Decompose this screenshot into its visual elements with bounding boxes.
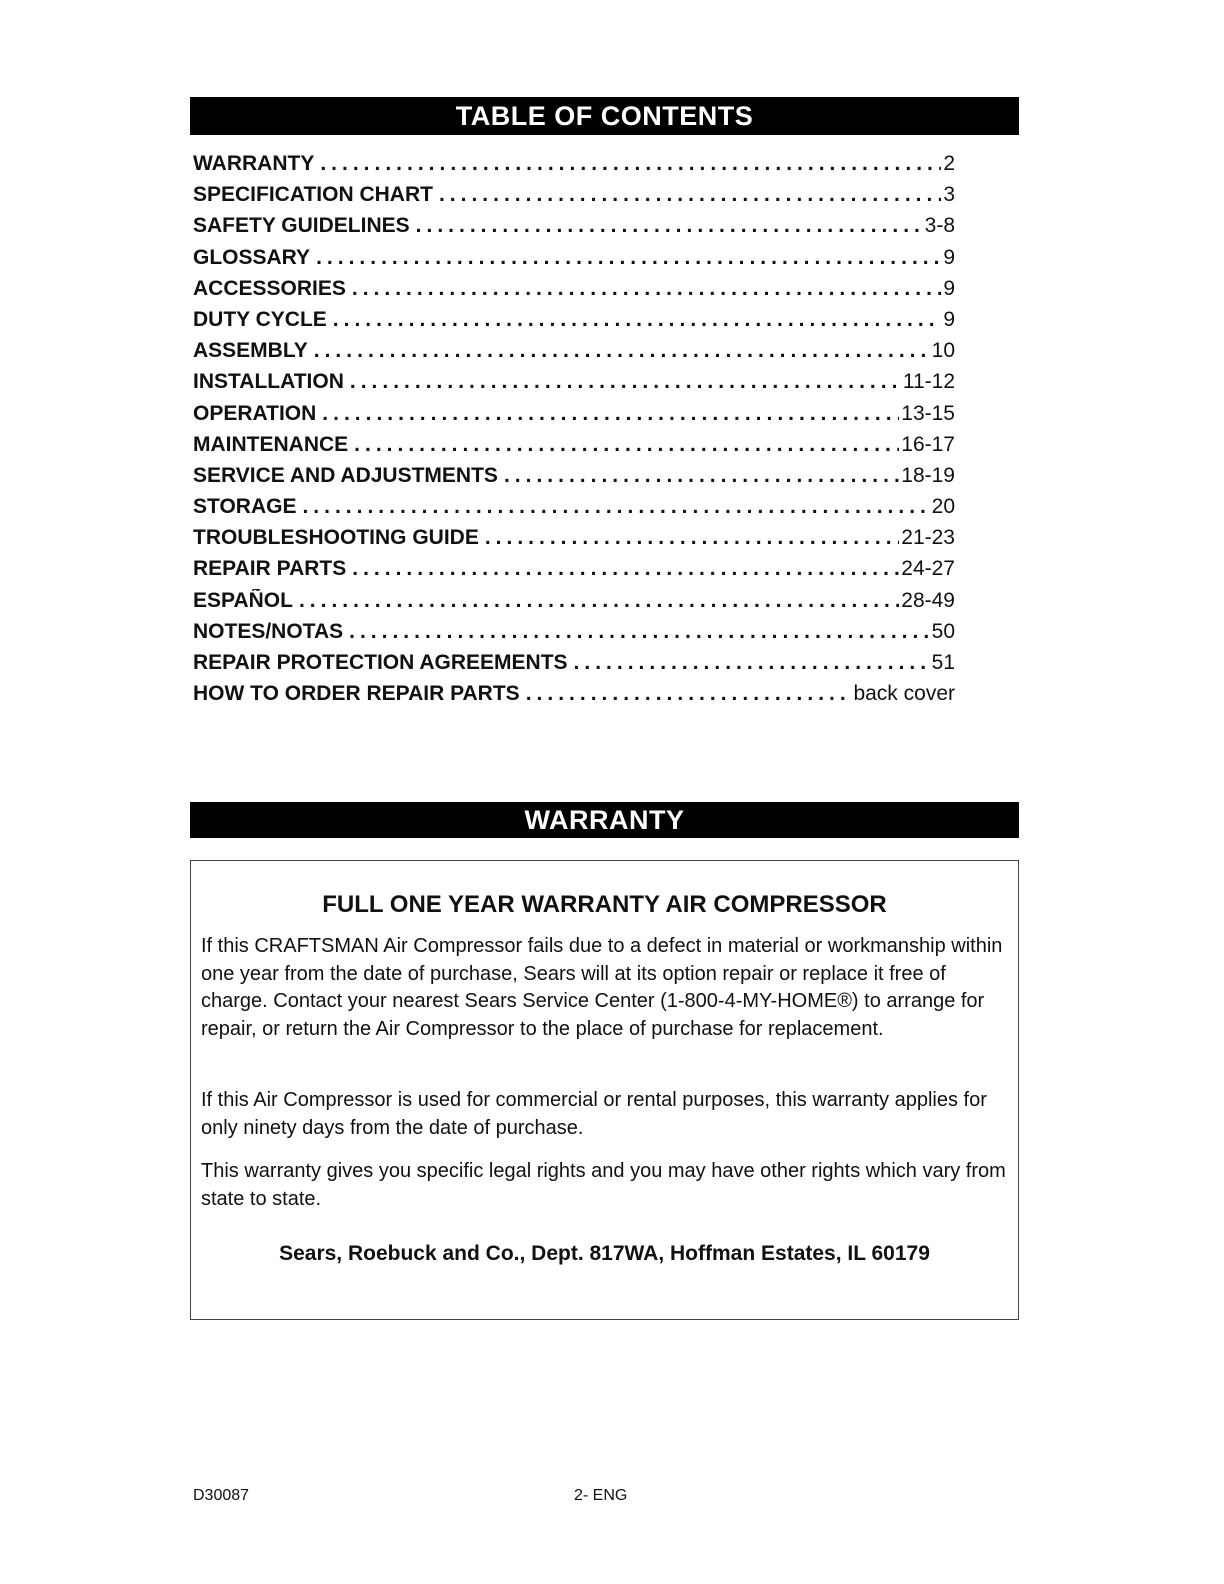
toc-entry-title: WARRANTY xyxy=(193,152,315,175)
toc-entry-page: 9 xyxy=(943,245,955,269)
toc-entry-title: GLOSSARY xyxy=(193,245,311,269)
toc-entry-maintenance[interactable] xyxy=(193,433,955,464)
toc-entry-notes-notas[interactable] xyxy=(193,620,955,651)
toc-entry-title: REPAIR PROTECTION AGREEMENTS xyxy=(193,651,568,674)
toc-entry-repair-parts[interactable] xyxy=(193,557,955,588)
toc-entry-title: ESPAÑOL xyxy=(193,588,293,612)
toc-entry-page: 28-49 xyxy=(901,588,955,612)
toc-entry-espanol[interactable] xyxy=(193,589,955,620)
toc-entry-page: 51 xyxy=(931,651,955,674)
toc-entry-troubleshooting-guide[interactable] xyxy=(193,526,955,557)
toc-heading: TABLE OF CONTENTS xyxy=(190,97,1019,135)
toc-entry-accessories[interactable] xyxy=(193,277,955,308)
toc-entry-title: ACCESSORIES xyxy=(193,276,346,300)
toc-entry-operation[interactable] xyxy=(193,402,955,433)
toc-leader-dots xyxy=(316,246,941,270)
toc-entry-title: SPECIFICATION CHART xyxy=(193,183,433,207)
toc-entry-title: SERVICE AND ADJUSTMENTS xyxy=(193,463,498,487)
toc-entry-glossary[interactable] xyxy=(193,246,955,277)
toc-entry-page: 11-12 xyxy=(902,370,955,394)
toc-entry-how-to-order-repair-parts[interactable] xyxy=(193,682,955,713)
toc-leader-dots xyxy=(574,651,930,675)
toc-leader-dots xyxy=(314,339,930,363)
toc-leader-dots xyxy=(526,682,852,706)
document-code: D30087 xyxy=(193,1487,250,1504)
toc-leader-dots xyxy=(350,370,901,394)
toc-entry-page: 10 xyxy=(931,339,955,363)
toc-entry-warranty[interactable] xyxy=(193,152,955,183)
toc-leader-dots xyxy=(299,589,899,613)
toc-entry-title: ASSEMBLY xyxy=(193,339,308,363)
toc-entry-title: INSTALLATION xyxy=(193,370,344,394)
toc-leader-dots xyxy=(439,183,941,207)
warranty-heading: WARRANTY xyxy=(190,802,1019,838)
toc-entry-page: 13-15 xyxy=(901,401,955,425)
toc-entry-page: 16-17 xyxy=(901,432,955,456)
toc-entry-title: DUTY CYCLE xyxy=(193,307,327,331)
toc-entry-storage[interactable] xyxy=(193,495,955,526)
toc-entry-duty-cycle[interactable] xyxy=(193,308,955,339)
toc-leader-dots xyxy=(302,495,929,519)
toc-entry-title: MAINTENANCE xyxy=(193,432,349,456)
toc-leader-dots xyxy=(416,214,923,238)
toc-leader-dots xyxy=(320,152,941,176)
warranty-box xyxy=(190,860,1019,1320)
warranty-paragraph-2: If this Air Compressor is used for commercial or rental purposes, this warranty applies for only ninety days from the date of purchase. xyxy=(201,1089,987,1139)
warranty-paragraph-1: If this CRAFTSMAN Air Compressor fails due to a defect in material or workmanship within one year from the date of purchase, Sears will at its option repair or replace it free of charge. Contact your nearest Sears Service Center (1-800-4-MY-HOME®) to arrange for repair, or return the Air Compressor to the place of purchase for replacement. xyxy=(201,935,1003,1040)
toc-entry-title: REPAIR PARTS xyxy=(193,557,347,581)
toc-entry-page: 50 xyxy=(931,619,955,643)
toc-entry-page: 18-19 xyxy=(901,463,955,487)
toc-entry-title: OPERATION xyxy=(193,401,317,425)
toc-leader-dots xyxy=(333,308,942,332)
toc-entry-page: 9 xyxy=(943,276,955,300)
toc-entry-service-and-adjustments[interactable] xyxy=(193,464,955,495)
toc-entry-page: 20 xyxy=(931,495,955,519)
toc-leader-dots xyxy=(322,402,899,426)
toc-entry-page: back cover xyxy=(853,682,955,706)
toc-leader-dots xyxy=(349,620,930,644)
toc-leader-dots xyxy=(352,277,941,301)
toc-entry-safety-guidelines[interactable] xyxy=(193,214,955,245)
toc-entry-title: TROUBLESHOOTING GUIDE xyxy=(193,526,479,550)
toc-entry-page: 21-23 xyxy=(901,526,955,550)
toc-leader-dots xyxy=(352,557,899,581)
toc-entry-page: 9 xyxy=(943,307,955,331)
toc-entry-page: 2 xyxy=(943,152,955,175)
toc-entry-title: HOW TO ORDER REPAIR PARTS xyxy=(193,682,520,706)
toc-entry-page: 3 xyxy=(943,183,955,207)
toc-entry-assembly[interactable] xyxy=(193,339,955,370)
warranty-address: Sears, Roebuck and Co., Dept. 817WA, Hoffman Estates, IL 60179 xyxy=(279,1242,930,1265)
toc-entry-repair-protection-agreements[interactable] xyxy=(193,651,955,682)
toc-entry-title: STORAGE xyxy=(193,495,297,519)
page-number: 2- ENG xyxy=(574,1487,628,1504)
toc-entry-installation[interactable] xyxy=(193,370,955,401)
toc-leader-dots xyxy=(485,526,899,550)
toc-leader-dots xyxy=(504,464,899,488)
toc-entry-page: 3-8 xyxy=(924,214,955,238)
warranty-paragraph-3: This warranty gives you specific legal rights and you may have other rights which vary from state to state. xyxy=(201,1160,1006,1210)
toc-list xyxy=(193,152,955,713)
toc-leader-dots xyxy=(354,433,899,457)
toc-entry-title: SAFETY GUIDELINES xyxy=(193,214,410,238)
warranty-title: FULL ONE YEAR WARRANTY AIR COMPRESSOR xyxy=(322,891,887,918)
toc-entry-page: 24-27 xyxy=(901,557,955,581)
toc-entry-title: NOTES/NOTAS xyxy=(193,619,344,643)
toc-entry-specification-chart[interactable] xyxy=(193,183,955,214)
